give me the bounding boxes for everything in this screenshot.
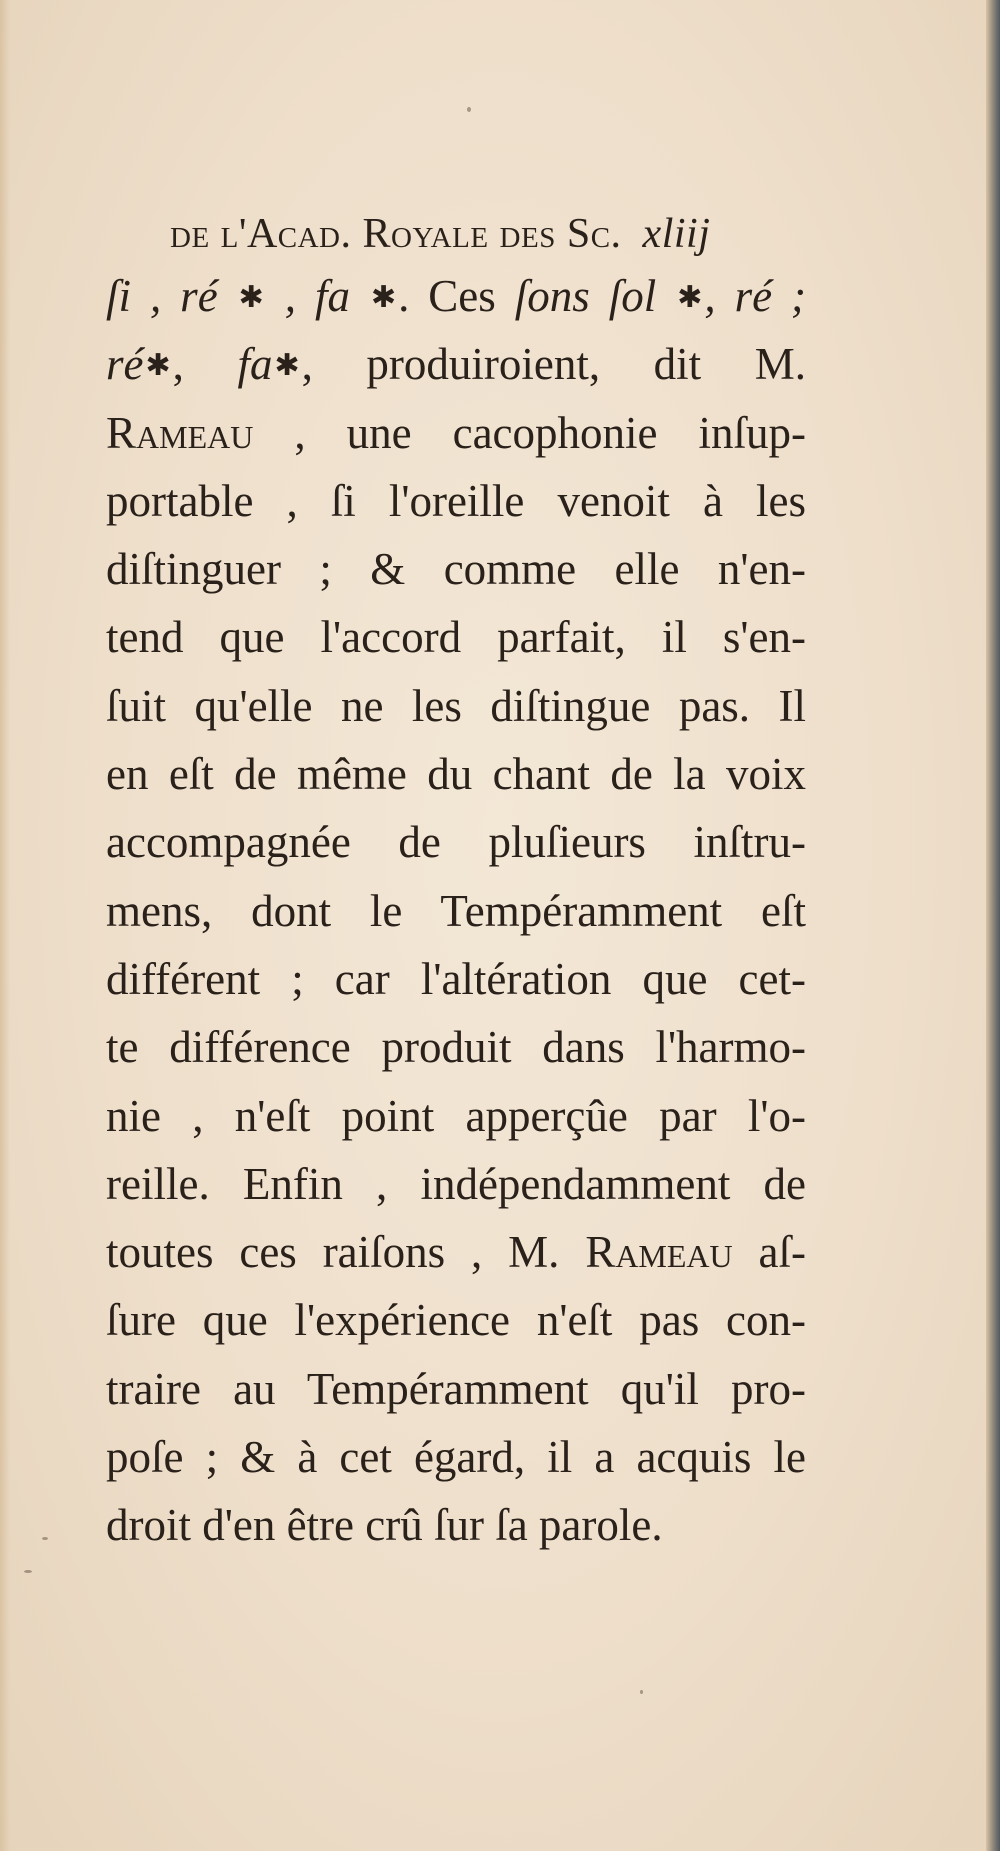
text-segment: fa — [237, 339, 273, 390]
text-segment: ſi , ré — [106, 271, 237, 321]
text-line — [106, 1082, 806, 1150]
text-line — [106, 399, 806, 467]
text-segment: droit d'en être crû ſur ſa parole. — [106, 1500, 663, 1551]
text-line — [106, 672, 806, 740]
text-segment: ſure que l'expérience n'eſt pas con- — [106, 1295, 806, 1346]
sharp-sign: ✱ — [677, 281, 703, 314]
text-segment: reille. Enfin , indépendamment de — [106, 1158, 806, 1209]
text-segment: . Ces — [398, 271, 515, 321]
body-text — [106, 262, 806, 1560]
text-segment: différent ; car l'altération que cet- — [106, 953, 806, 1004]
text-line — [106, 808, 806, 876]
text-line — [106, 603, 806, 671]
text-segment: te différence produit dans l'harmo- — [106, 1022, 806, 1073]
page-header — [170, 210, 840, 258]
text-segment: poſe ; & à cet égard, il a acquis le — [106, 1432, 806, 1483]
paper-speck — [640, 1690, 643, 1694]
sharp-sign: ✱ — [145, 349, 171, 383]
text-segment: en eſt de même du chant de la voix — [106, 749, 806, 800]
sharp-sign: ✱ — [238, 281, 264, 314]
text-line — [106, 535, 806, 603]
text-segment: , — [172, 339, 238, 390]
text-segment: traire au Tempéramment qu'il pro- — [106, 1363, 806, 1414]
text-segment: , — [265, 271, 315, 321]
text-segment: mens, dont le Tempéramment eſt — [106, 885, 806, 936]
text-segment: ſuit qu'elle ne les diſtingue pas. Il — [106, 680, 806, 731]
text-line — [106, 1423, 806, 1491]
text-segment: portable , ſi l'oreille venoit à les — [106, 475, 806, 526]
text-segment: ſons ſol — [514, 271, 676, 321]
sharp-sign: ✱ — [274, 349, 300, 383]
text-line — [106, 330, 806, 398]
text-line — [106, 1491, 806, 1559]
text-line — [106, 1013, 806, 1081]
page-number: xliij — [642, 211, 711, 257]
paper-speck — [467, 107, 471, 112]
text-line — [106, 262, 806, 330]
text-segment: fa — [314, 271, 369, 321]
text-segment: Rameau — [106, 407, 254, 458]
text-segment: , produiroient, dit M. — [301, 339, 807, 390]
text-line — [106, 467, 806, 535]
text-segment: ré — [106, 339, 144, 390]
paper-speck — [24, 1570, 32, 1573]
text-line — [106, 740, 806, 808]
text-segment: diſtinguer ; & comme elle n'en- — [106, 544, 806, 595]
text-segment: tend que l'accord parfait, il s'en- — [106, 612, 806, 663]
text-segment: , une cacophonie inſup- — [253, 407, 806, 458]
paper-speck — [42, 1537, 48, 1540]
text-segment: toutes ces raiſons , M. — [106, 1227, 586, 1278]
sharp-sign: ✱ — [370, 281, 397, 314]
text-line — [106, 1286, 806, 1354]
text-line — [106, 877, 806, 945]
text-line — [106, 1355, 806, 1423]
page-binding-edge — [986, 0, 1000, 1851]
running-title: de l'Acad. Royale des Sc. — [170, 211, 622, 257]
text-line — [106, 1150, 806, 1218]
text-segment: Rameau — [585, 1227, 733, 1278]
text-segment: nie , n'eſt point apperçûe par l'o- — [106, 1090, 806, 1141]
text-segment: aſ- — [732, 1227, 806, 1278]
page-left-edge — [0, 0, 10, 1851]
text-line — [106, 1218, 806, 1286]
text-line — [106, 945, 806, 1013]
text-segment: accompagnée de pluſieurs inſtru- — [106, 817, 806, 868]
text-segment: , ré ; — [704, 271, 807, 321]
